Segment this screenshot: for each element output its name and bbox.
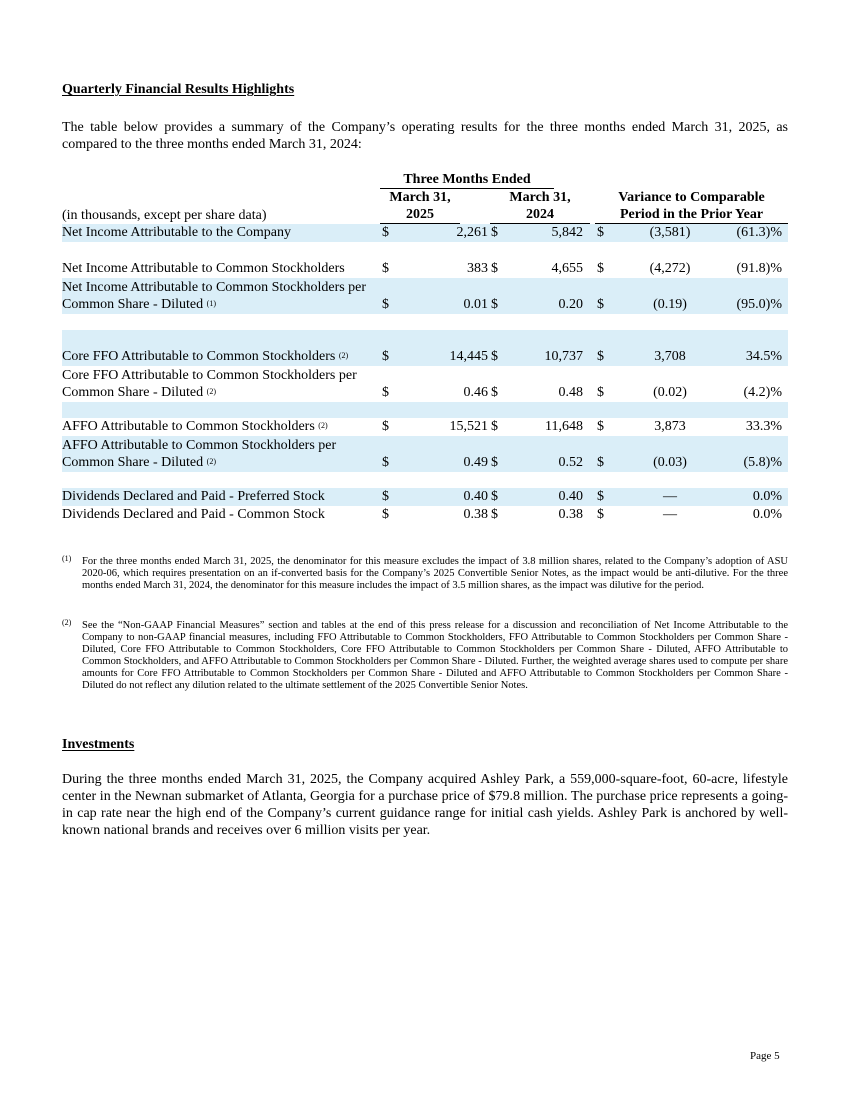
value-2024: 11,648 — [545, 419, 583, 434]
footnote-ref: (2) — [318, 421, 328, 430]
value-2025: 0.40 — [463, 489, 488, 504]
variance-percent: 0.0% — [752, 507, 782, 522]
row-label: AFFO Attributable to Common Stockholders $^{(2)}$ — [62, 419, 328, 434]
value-2025: 2,261 — [456, 225, 488, 240]
value-2024: 0.20 — [558, 297, 583, 312]
dollar-sign: $ — [491, 419, 498, 434]
value-2024: 0.38 — [558, 507, 583, 522]
variance-amount: 3,708 — [654, 349, 686, 364]
header-three-months: Three Months Ended — [380, 171, 554, 189]
footnote-ref: (2) — [206, 457, 216, 466]
value-2025: 383 — [467, 261, 488, 276]
value-2024: 4,655 — [551, 261, 583, 276]
dollar-sign: $ — [491, 349, 498, 364]
dollar-sign: $ — [597, 225, 604, 240]
value-2025: 14,445 — [449, 349, 488, 364]
value-2025: 0.49 — [463, 455, 488, 470]
value-2024: 10,737 — [544, 349, 583, 364]
table-row — [62, 436, 788, 472]
units-label: (in thousands, except per share data) — [62, 208, 267, 223]
row-label: Dividends Declared and Paid - Common Stock — [62, 507, 325, 522]
dollar-sign: $ — [382, 297, 389, 312]
dollar-sign: $ — [382, 385, 389, 400]
header-col-2025: March 31, 2025 — [380, 189, 460, 224]
table-row — [62, 330, 788, 366]
table-row — [62, 242, 788, 278]
table-row — [62, 224, 788, 242]
intro-paragraph: The table below provides a summary of the Company’s operating results for the three months ended March 31, 2025, as compared to the three months ended March 31, 2024: — [62, 120, 788, 152]
header-variance: Variance to Comparable Period in the Prior Year — [595, 189, 788, 224]
variance-amount: (0.03) — [653, 455, 687, 470]
variance-amount: (0.02) — [653, 385, 687, 400]
variance-percent: 33.3% — [745, 419, 782, 434]
row-label: Dividends Declared and Paid - Preferred Stock — [62, 489, 325, 504]
variance-percent: 34.5% — [745, 349, 782, 364]
dollar-sign: $ — [491, 489, 498, 504]
table-spacer-row — [62, 402, 788, 418]
header-col-2024: March 31, 2024 — [490, 189, 590, 224]
value-2025: 0.46 — [463, 385, 488, 400]
value-2024: 0.48 — [558, 385, 583, 400]
variance-percent: (4.2)% — [743, 385, 782, 400]
dollar-sign: $ — [597, 455, 604, 470]
dollar-sign: $ — [491, 297, 498, 312]
dollar-sign: $ — [382, 489, 389, 504]
row-label: Core FFO Attributable to Common Stockholders $^{(2)}$ — [62, 349, 349, 364]
section-title: Quarterly Financial Results Highlights — [62, 82, 295, 97]
row-label: Net Income Attributable to Common Stockholders per Common Share - Diluted $^{(1)}$ — [62, 280, 367, 312]
dollar-sign: $ — [382, 507, 389, 522]
dollar-sign: $ — [597, 261, 604, 276]
variance-amount: — — [663, 507, 677, 522]
dollar-sign: $ — [491, 261, 498, 276]
footnote-ref: (2) — [338, 351, 349, 360]
dollar-sign: $ — [491, 455, 498, 470]
footnote-mark: (2) — [62, 618, 72, 627]
page-number: Page 5 — [750, 1050, 780, 1062]
row-label: Net Income Attributable to Common Stockholders — [62, 261, 345, 276]
variance-amount: — — [663, 489, 677, 504]
dollar-sign: $ — [382, 349, 389, 364]
value-2024: 5,842 — [551, 225, 583, 240]
row-label: AFFO Attributable to Common Stockholders per Common Share - Diluted $^{(2)}$ — [62, 438, 337, 470]
table-row — [62, 506, 788, 524]
value-2025: 0.01 — [463, 297, 488, 312]
investments-paragraph: During the three months ended March 31, 2025, the Company acquired Ashley Park, a 559,000-square-foot, 60-acre, lifestyle center in the Newnan submarket of Atlanta, Georgia for a purchase price of $79.8 million. The purchase price represents a going-in cap rate near the high end of the Company’s current guidance range for initial cash yields. Ashley Park is anchored by well-known national brands and receives over 6 million visits per year. — [62, 772, 788, 838]
variance-amount: (3,581) — [649, 225, 691, 240]
footnote-text: See the “Non-GAAP Financial Measures” section and tables at the end of this press release for a discussion and reconciliation of Net Income Attributable to the Company to non-GAAP financial measures, including FFO Attributable to Common Stockholders, FFO Attributable to Common Stockholders per Common Share - Diluted, Core FFO Attributable to Common Stockholders, Core FFO Attributable to Common Stockholders per Common Share - Diluted, AFFO Attributable to Common Stockholders, and AFFO Attributable to Common Stockholders per Common Share - Diluted. Further, the weighted average shares used to compute per share amounts for Core FFO Attributable to Common Stockholders per Common Share - Diluted and AFFO Attributable to Common Stockholders per Common Share - Diluted do not reflect any dilution related to the ultimate settlement of the 2025 Convertible Senior Notes. — [82, 620, 788, 691]
variance-percent: (61.3)% — [736, 225, 782, 240]
footnote-ref: (1) — [206, 299, 216, 308]
dollar-sign: $ — [491, 225, 498, 240]
table-row — [62, 278, 788, 314]
row-label: Net Income Attributable to the Company — [62, 225, 292, 240]
variance-amount: 3,873 — [654, 419, 686, 434]
dollar-sign: $ — [382, 455, 389, 470]
variance-amount: (4,272) — [649, 261, 691, 276]
dollar-sign: $ — [597, 507, 604, 522]
dollar-sign: $ — [597, 489, 604, 504]
value-2024: 0.40 — [558, 489, 583, 504]
investments-title: Investments — [62, 737, 135, 752]
dollar-sign: $ — [382, 261, 389, 276]
dollar-sign: $ — [382, 419, 389, 434]
value-2025: 15,521 — [449, 419, 488, 434]
variance-percent: (95.0)% — [736, 297, 782, 312]
footnote-ref: (2) — [206, 387, 216, 396]
table-row — [62, 366, 788, 402]
dollar-sign: $ — [597, 297, 604, 312]
dollar-sign: $ — [491, 507, 498, 522]
dollar-sign: $ — [382, 225, 389, 240]
row-label: Core FFO Attributable to Common Stockholders per Common Share - Diluted $^{(2)}$ — [62, 368, 357, 400]
table-row — [62, 418, 788, 436]
table-row — [62, 488, 788, 506]
variance-percent: (5.8)% — [743, 455, 782, 470]
variance-amount: (0.19) — [653, 297, 687, 312]
dollar-sign: $ — [597, 385, 604, 400]
variance-percent: (91.8)% — [736, 261, 782, 276]
value-2024: 0.52 — [558, 455, 583, 470]
footnote-mark: (1) — [62, 554, 72, 563]
dollar-sign: $ — [491, 385, 498, 400]
value-2025: 0.38 — [463, 507, 488, 522]
variance-percent: 0.0% — [752, 489, 782, 504]
dollar-sign: $ — [597, 349, 604, 364]
footnote-text: For the three months ended March 31, 2025, the denominator for this measure excludes the impact of 3.8 million shares, related to the Company’s adoption of ASU 2020-06, which requires presentation on an if-converted basis for the Company’s 2025 Convertible Senior Notes, as the impact would be anti-dilutive. For the three months ended March 31, 2024, the denominator for this measure includes the impact of 3.5 million shares, as the impact was dilutive for the period. — [82, 556, 788, 591]
dollar-sign: $ — [597, 419, 604, 434]
